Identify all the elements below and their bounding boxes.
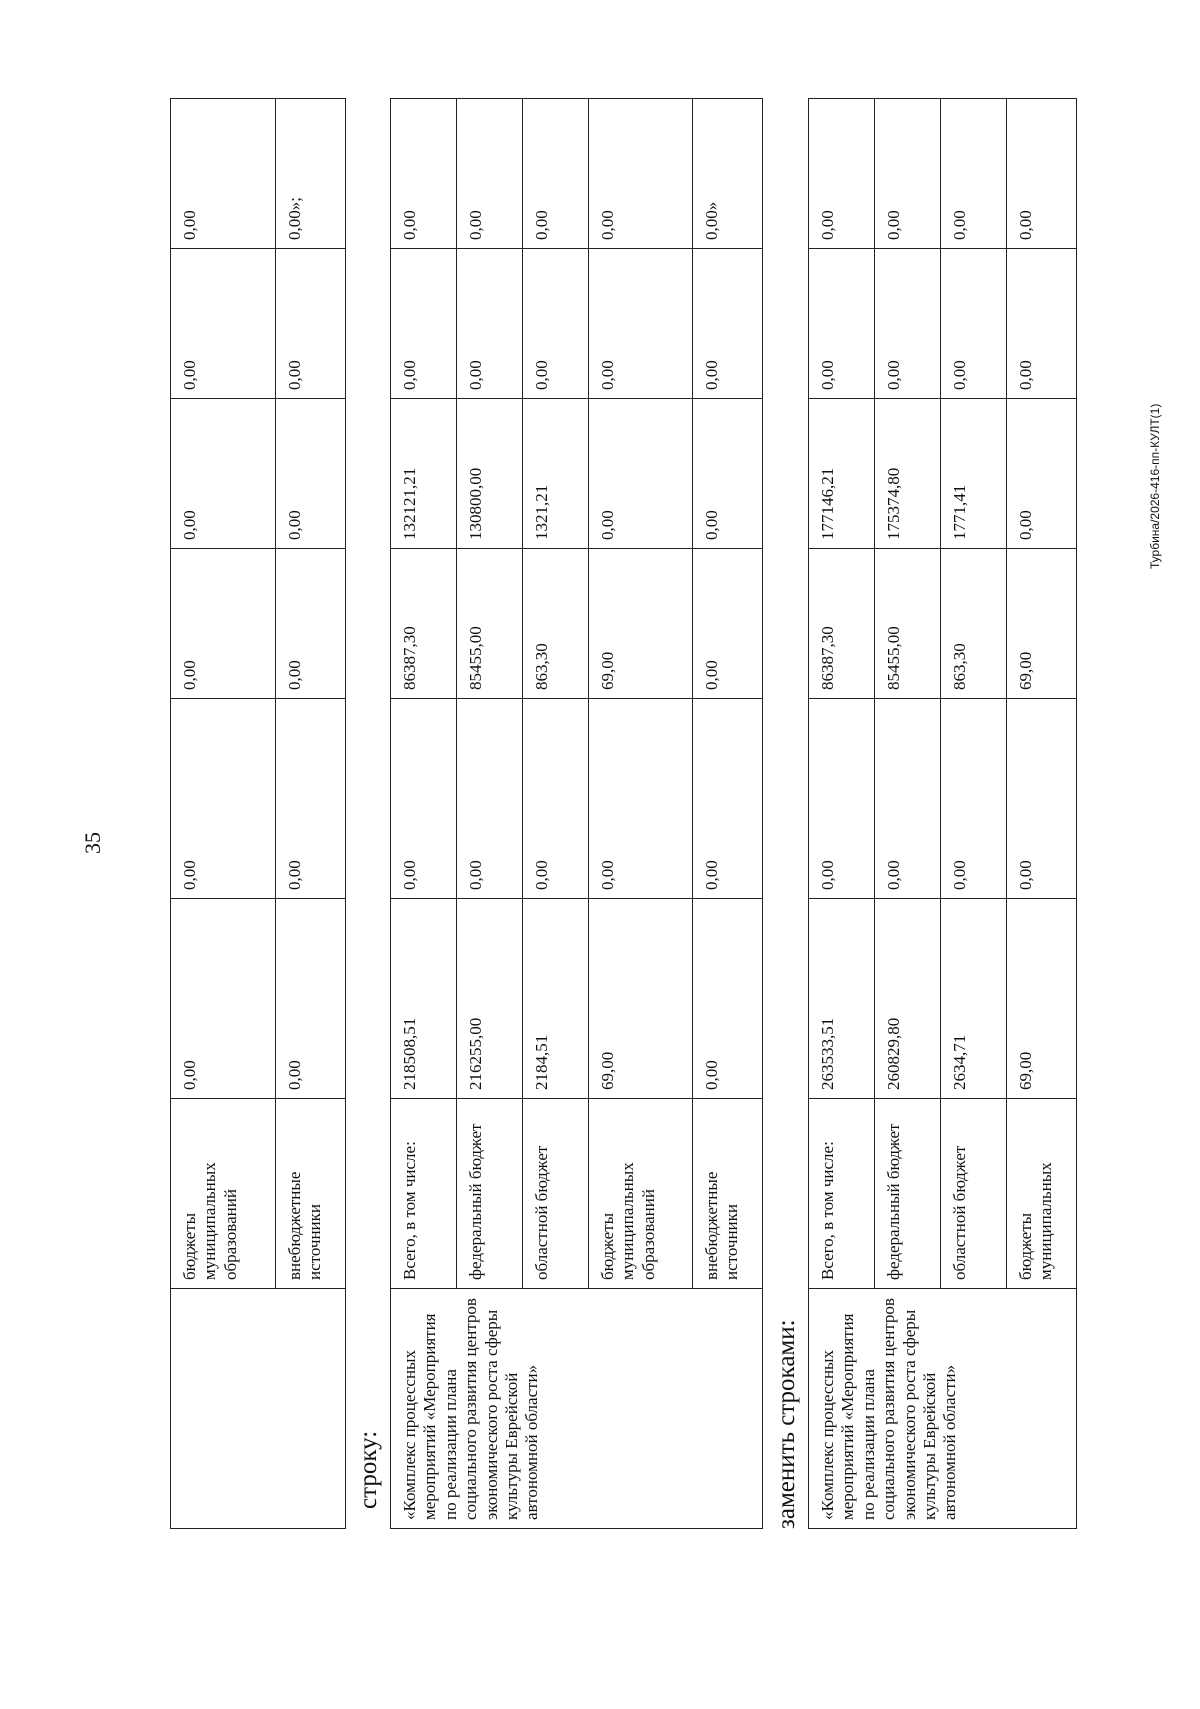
value-cell: 2184,51	[523, 899, 589, 1099]
value-cell: 0,00	[523, 249, 589, 399]
source-cell: бюджеты муниципальных образований	[171, 1099, 276, 1289]
table-bottom	[808, 98, 1077, 1529]
value-cell: 0,00	[171, 549, 276, 699]
value-cell: 85455,00	[457, 549, 523, 699]
value-cell: 0,00	[523, 699, 589, 899]
value-cell: 0,00	[1007, 699, 1077, 899]
value-cell: 0,00	[589, 99, 693, 249]
value-cell: 0,00	[171, 399, 276, 549]
document-code: Турбина/2026-416-пп-КУЛТ(1)	[1148, 403, 1162, 569]
value-cell: 0,00	[693, 699, 763, 899]
value-cell: 69,00	[1007, 899, 1077, 1099]
value-cell: 263533,51	[809, 899, 875, 1099]
value-cell: 0,00	[1007, 399, 1077, 549]
value-cell: 0,00	[171, 99, 276, 249]
value-cell: 175374,80	[875, 399, 941, 549]
source-cell: внебюджетные источники	[693, 1099, 763, 1289]
page-number: 35	[80, 832, 105, 854]
value-cell: 85455,00	[875, 549, 941, 699]
value-cell: 1771,41	[941, 399, 1007, 549]
value-cell: 0,00	[276, 699, 346, 899]
value-cell: 0,00»	[693, 99, 763, 249]
value-cell: 0,00	[171, 699, 276, 899]
source-cell: областной бюджет	[941, 1099, 1007, 1289]
value-cell: 0,00	[171, 249, 276, 399]
value-cell: 0,00	[276, 249, 346, 399]
description-cell	[171, 1289, 346, 1529]
value-cell: 0,00	[1007, 99, 1077, 249]
value-cell: 0,00	[171, 899, 276, 1099]
value-cell: 0,00	[457, 99, 523, 249]
value-cell: 86387,30	[391, 549, 457, 699]
value-cell: 0,00	[941, 249, 1007, 399]
value-cell: 0,00	[809, 99, 875, 249]
value-cell: 0,00	[693, 249, 763, 399]
value-cell: 0,00	[589, 399, 693, 549]
description-cell: «Комплекс процессных мероприятий «Мероприятия по реализации плана социального развития центров экономического роста сферы культуры Еврейской автономной области»	[391, 1289, 763, 1529]
value-cell: 0,00	[276, 399, 346, 549]
value-cell: 132121,21	[391, 399, 457, 549]
value-cell: 130800,00	[457, 399, 523, 549]
value-cell: 0,00	[391, 699, 457, 899]
value-cell: 0,00	[589, 249, 693, 399]
value-cell: 0,00	[941, 99, 1007, 249]
value-cell: 0,00	[276, 899, 346, 1099]
value-cell: 0,00	[457, 249, 523, 399]
section-label-stroku: строку:	[355, 1430, 382, 1509]
table-middle	[390, 98, 763, 1529]
value-cell: 0,00	[391, 99, 457, 249]
value-cell: 0,00	[693, 899, 763, 1099]
value-cell: 69,00	[589, 899, 693, 1099]
value-cell: 0,00	[589, 699, 693, 899]
table-row	[809, 99, 875, 1529]
value-cell: 260829,80	[875, 899, 941, 1099]
value-cell: 69,00	[589, 549, 693, 699]
value-cell: 0,00	[391, 249, 457, 399]
table-row	[391, 99, 457, 1529]
value-cell: 0,00	[941, 699, 1007, 899]
source-cell: бюджеты муниципальных образований	[589, 1099, 693, 1289]
source-cell: Всего, в том числе:	[391, 1099, 457, 1289]
value-cell: 0,00	[875, 249, 941, 399]
value-cell: 0,00	[523, 99, 589, 249]
value-cell: 0,00	[875, 699, 941, 899]
value-cell: 218508,51	[391, 899, 457, 1099]
value-cell: 2634,71	[941, 899, 1007, 1099]
value-cell: 0,00	[1007, 249, 1077, 399]
value-cell: 0,00	[457, 699, 523, 899]
value-cell: 0,00	[809, 249, 875, 399]
value-cell: 216255,00	[457, 899, 523, 1099]
value-cell: 177146,21	[809, 399, 875, 549]
value-cell: 69,00	[1007, 549, 1077, 699]
value-cell: 1321,21	[523, 399, 589, 549]
section-label-zamenit: заменить строками:	[773, 1319, 800, 1529]
value-cell: 86387,30	[809, 549, 875, 699]
value-cell: 0,00	[809, 699, 875, 899]
table-top	[170, 98, 346, 1529]
source-cell: внебюджетные источники	[276, 1099, 346, 1289]
source-cell: бюджеты муниципальных	[1007, 1099, 1077, 1289]
source-cell: федеральный бюджет	[457, 1099, 523, 1289]
value-cell: 0,00	[693, 549, 763, 699]
value-cell: 863,30	[523, 549, 589, 699]
value-cell: 0,00	[875, 99, 941, 249]
value-cell: 0,00	[276, 549, 346, 699]
value-cell: 0,00	[693, 399, 763, 549]
source-cell: федеральный бюджет	[875, 1099, 941, 1289]
description-cell: «Комплекс процессных мероприятий «Мероприятия по реализации плана социального развития центров экономического роста сферы культуры Еврейской автономной области»	[809, 1289, 1077, 1529]
source-cell: областной бюджет	[523, 1099, 589, 1289]
table-row	[171, 99, 276, 1529]
value-cell: 0,00»;	[276, 99, 346, 249]
source-cell: Всего, в том числе:	[809, 1099, 875, 1289]
value-cell: 863,30	[941, 549, 1007, 699]
